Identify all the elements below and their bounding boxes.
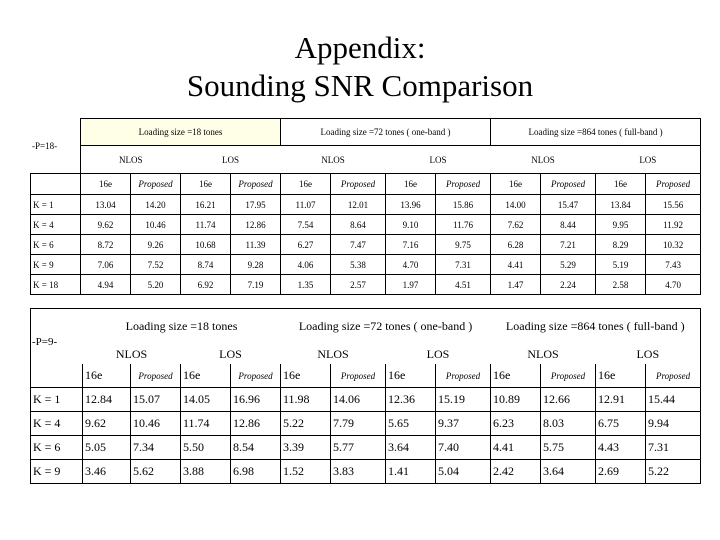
table-cell: 17.95 bbox=[231, 195, 281, 215]
table-cell: 16.96 bbox=[231, 388, 281, 412]
t2-header-outline bbox=[30, 308, 701, 365]
table-cell: 15.47 bbox=[541, 195, 596, 215]
table-cell: 7.40 bbox=[436, 436, 491, 460]
col-header-proposed: Proposed bbox=[541, 364, 596, 388]
table-cell: 16.21 bbox=[181, 195, 231, 215]
t1-group-864: Loading size =864 tones ( full-band ) bbox=[491, 119, 701, 146]
table-cell: 7.62 bbox=[491, 215, 541, 235]
t2-group-72: Loading size =72 tones ( one-band ) bbox=[298, 318, 473, 333]
t1-sub-nlos-1: NLOS bbox=[81, 146, 181, 174]
table-cell: 5.19 bbox=[596, 255, 646, 275]
table-cell: 6.92 bbox=[181, 275, 231, 295]
table-cell: 13.96 bbox=[386, 195, 436, 215]
table-cell: 5.22 bbox=[646, 460, 701, 484]
t1-sub-los-3: LOS bbox=[596, 146, 701, 174]
table-cell: 14.20 bbox=[131, 195, 181, 215]
col-header-proposed: Proposed bbox=[331, 364, 386, 388]
table-cell: 4.43 bbox=[596, 436, 646, 460]
table-cell: 14.06 bbox=[331, 388, 386, 412]
table-cell: 6.27 bbox=[281, 235, 331, 255]
table-cell: 3.83 bbox=[331, 460, 386, 484]
table-cell: 11.92 bbox=[646, 215, 701, 235]
table-cell: 8.64 bbox=[331, 215, 386, 235]
table-cell: 1.97 bbox=[386, 275, 436, 295]
table-cell: 7.31 bbox=[436, 255, 491, 275]
table-cell: 10.32 bbox=[646, 235, 701, 255]
table-cell: 9.62 bbox=[83, 412, 131, 436]
table-cell: 5.77 bbox=[331, 436, 386, 460]
table-cell: 7.31 bbox=[646, 436, 701, 460]
table-cell: 12.86 bbox=[231, 412, 281, 436]
table-cell: 12.91 bbox=[596, 388, 646, 412]
table-cell: 12.01 bbox=[331, 195, 386, 215]
col-header-proposed: Proposed bbox=[331, 174, 386, 195]
table-cell: 5.05 bbox=[83, 436, 131, 460]
table-cell: 7.06 bbox=[81, 255, 131, 275]
table-cell: 12.66 bbox=[541, 388, 596, 412]
col-header-16e: 16e bbox=[181, 174, 231, 195]
table-cell: 1.47 bbox=[491, 275, 541, 295]
table-cell: 2.57 bbox=[331, 275, 386, 295]
table-cell: 15.44 bbox=[646, 388, 701, 412]
table-cell: 4.06 bbox=[281, 255, 331, 275]
row-label: K = 6 bbox=[31, 436, 83, 460]
t1-header-outline bbox=[80, 118, 701, 198]
table-cell: 7.52 bbox=[131, 255, 181, 275]
table-cell: 3.64 bbox=[386, 436, 436, 460]
table-cell: 2.24 bbox=[541, 275, 596, 295]
table-row bbox=[31, 412, 701, 436]
table-row bbox=[31, 255, 701, 275]
table-cell: 4.41 bbox=[491, 255, 541, 275]
table-cell: 10.89 bbox=[491, 388, 541, 412]
table-cell: 12.84 bbox=[83, 388, 131, 412]
table-cell: 8.54 bbox=[231, 436, 281, 460]
t1-sub-nlos-2: NLOS bbox=[321, 154, 345, 165]
t1-sub-los-1: LOS bbox=[221, 154, 239, 165]
table-cell: 4.51 bbox=[436, 275, 491, 295]
table-cell: 14.00 bbox=[491, 195, 541, 215]
table-cell: 5.62 bbox=[131, 460, 181, 484]
table-cell: 10.46 bbox=[131, 215, 181, 235]
col-header-proposed: Proposed bbox=[131, 364, 181, 388]
table-cell: 7.34 bbox=[131, 436, 181, 460]
table-cell: 11.98 bbox=[281, 388, 331, 412]
table-row bbox=[31, 460, 701, 484]
col-header-16e: 16e bbox=[81, 174, 131, 195]
col-header-16e: 16e bbox=[596, 174, 646, 195]
row-label: K = 6 bbox=[31, 235, 81, 255]
table-cell: 5.04 bbox=[436, 460, 491, 484]
table-cell: 5.75 bbox=[541, 436, 596, 460]
col-header-proposed: Proposed bbox=[541, 174, 596, 195]
table-cell: 11.07 bbox=[281, 195, 331, 215]
table-cell: 3.39 bbox=[281, 436, 331, 460]
row-label: K = 9 bbox=[31, 255, 81, 275]
table-cell: 13.84 bbox=[596, 195, 646, 215]
table-cell: 10.46 bbox=[131, 412, 181, 436]
col-header-16e: 16e bbox=[386, 364, 436, 388]
table-cell: 7.21 bbox=[541, 235, 596, 255]
table1-p-label: -P=18- bbox=[32, 141, 58, 151]
table-cell: 15.56 bbox=[646, 195, 701, 215]
table-cell: 8.44 bbox=[541, 215, 596, 235]
table-cell: 10.68 bbox=[181, 235, 231, 255]
table-cell: 5.29 bbox=[541, 255, 596, 275]
table-cell: 9.94 bbox=[646, 412, 701, 436]
col-header-proposed: Proposed bbox=[436, 364, 491, 388]
row-label: K = 1 bbox=[31, 388, 83, 412]
table-cell: 3.88 bbox=[181, 460, 231, 484]
col-header-proposed: Proposed bbox=[131, 174, 181, 195]
t1-group-18: Loading size =18 tones bbox=[81, 119, 281, 146]
table-cell: 11.74 bbox=[181, 412, 231, 436]
table-cell: 7.47 bbox=[331, 235, 386, 255]
table-cell: 8.29 bbox=[596, 235, 646, 255]
t2-sub-nlos-3: NLOS bbox=[527, 346, 559, 361]
t2-sub-nlos-1: NLOS bbox=[115, 346, 148, 361]
page-title-line2: Sounding SNR Comparison bbox=[186, 68, 534, 103]
table-cell: 3.46 bbox=[83, 460, 131, 484]
row-label: K = 4 bbox=[31, 412, 83, 436]
table-cell: 9.62 bbox=[81, 215, 131, 235]
col-header-16e: 16e bbox=[491, 364, 541, 388]
table-cell: 13.04 bbox=[81, 195, 131, 215]
col-header-proposed: Proposed bbox=[231, 364, 281, 388]
col-header-16e: 16e bbox=[281, 174, 331, 195]
table-cell: 2.69 bbox=[596, 460, 646, 484]
table-cell: 7.54 bbox=[281, 215, 331, 235]
table-cell: 7.16 bbox=[386, 235, 436, 255]
table-cell: 4.70 bbox=[386, 255, 436, 275]
table-row bbox=[31, 388, 701, 412]
table-cell: 7.79 bbox=[331, 412, 386, 436]
col-header-16e: 16e bbox=[181, 364, 231, 388]
row-label: K = 18 bbox=[31, 275, 81, 295]
table-cell: 6.75 bbox=[596, 412, 646, 436]
table-cell: 1.41 bbox=[386, 460, 436, 484]
table-cell: 9.75 bbox=[436, 235, 491, 255]
table-cell: 1.35 bbox=[281, 275, 331, 295]
table-cell: 9.26 bbox=[131, 235, 181, 255]
table-cell: 9.28 bbox=[231, 255, 281, 275]
table-cell: 11.76 bbox=[436, 215, 491, 235]
table-cell: 5.50 bbox=[181, 436, 231, 460]
table-cell: 8.72 bbox=[81, 235, 131, 255]
table-cell: 5.65 bbox=[386, 412, 436, 436]
t1-sub-los-2: LOS bbox=[429, 154, 447, 165]
row-label: K = 4 bbox=[31, 215, 81, 235]
table-cell: 15.86 bbox=[436, 195, 491, 215]
table-cell: 4.70 bbox=[646, 275, 701, 295]
table-cell: 5.20 bbox=[131, 275, 181, 295]
table-cell: 4.41 bbox=[491, 436, 541, 460]
col-header-16e: 16e bbox=[281, 364, 331, 388]
t1-sub-nlos-3: NLOS bbox=[531, 154, 555, 165]
page-title-line1: Appendix: bbox=[294, 30, 426, 65]
table-cell: 9.10 bbox=[386, 215, 436, 235]
table-row bbox=[31, 215, 701, 235]
table-cell: 8.74 bbox=[181, 255, 231, 275]
table-row bbox=[31, 436, 701, 460]
table-cell: 9.95 bbox=[596, 215, 646, 235]
table-cell: 7.19 bbox=[231, 275, 281, 295]
col-header-proposed: Proposed bbox=[646, 174, 701, 195]
table-row bbox=[31, 275, 701, 295]
col-header-proposed: Proposed bbox=[646, 364, 701, 388]
table-cell: 6.23 bbox=[491, 412, 541, 436]
table-cell: 1.52 bbox=[281, 460, 331, 484]
t2-sub-nlos-2: NLOS bbox=[317, 346, 349, 361]
table-cell: 2.58 bbox=[596, 275, 646, 295]
table-cell: 15.07 bbox=[131, 388, 181, 412]
table-cell: 11.39 bbox=[231, 235, 281, 255]
t2-sub-los-1: LOS bbox=[219, 346, 242, 361]
table-cell: 4.94 bbox=[81, 275, 131, 295]
table-cell: 3.64 bbox=[541, 460, 596, 484]
table-cell: 14.05 bbox=[181, 388, 231, 412]
col-header-16e: 16e bbox=[491, 174, 541, 195]
table-cell: 6.28 bbox=[491, 235, 541, 255]
table-cell: 9.37 bbox=[436, 412, 491, 436]
col-header-16e: 16e bbox=[386, 174, 436, 195]
table2-p-label: -P=9- bbox=[32, 336, 58, 348]
table-cell: 5.22 bbox=[281, 412, 331, 436]
table-cell: 15.19 bbox=[436, 388, 491, 412]
table-cell: 12.86 bbox=[231, 215, 281, 235]
table-cell: 2.42 bbox=[491, 460, 541, 484]
col-header-16e: 16e bbox=[596, 364, 646, 388]
col-header-proposed: Proposed bbox=[436, 174, 491, 195]
t2-group-864: Loading size =864 tones ( full-band ) bbox=[491, 308, 701, 344]
table-cell: 6.98 bbox=[231, 460, 281, 484]
table-cell: 7.43 bbox=[646, 255, 701, 275]
t1-group-72: Loading size =72 tones ( one-band ) bbox=[281, 119, 491, 146]
table-cell: 8.03 bbox=[541, 412, 596, 436]
row-label: K = 9 bbox=[31, 460, 83, 484]
col-header-proposed: Proposed bbox=[231, 174, 281, 195]
row-label: K = 1 bbox=[31, 195, 81, 215]
table-cell: 5.38 bbox=[331, 255, 386, 275]
col-header-16e: 16e bbox=[83, 364, 131, 388]
table-row bbox=[31, 235, 701, 255]
t2-sub-los-3: LOS bbox=[596, 344, 701, 364]
t2-group-18: Loading size =18 tones bbox=[125, 318, 238, 333]
table-cell: 11.74 bbox=[181, 215, 231, 235]
table-cell: 12.36 bbox=[386, 388, 436, 412]
t2-sub-los-2: LOS bbox=[426, 346, 450, 361]
